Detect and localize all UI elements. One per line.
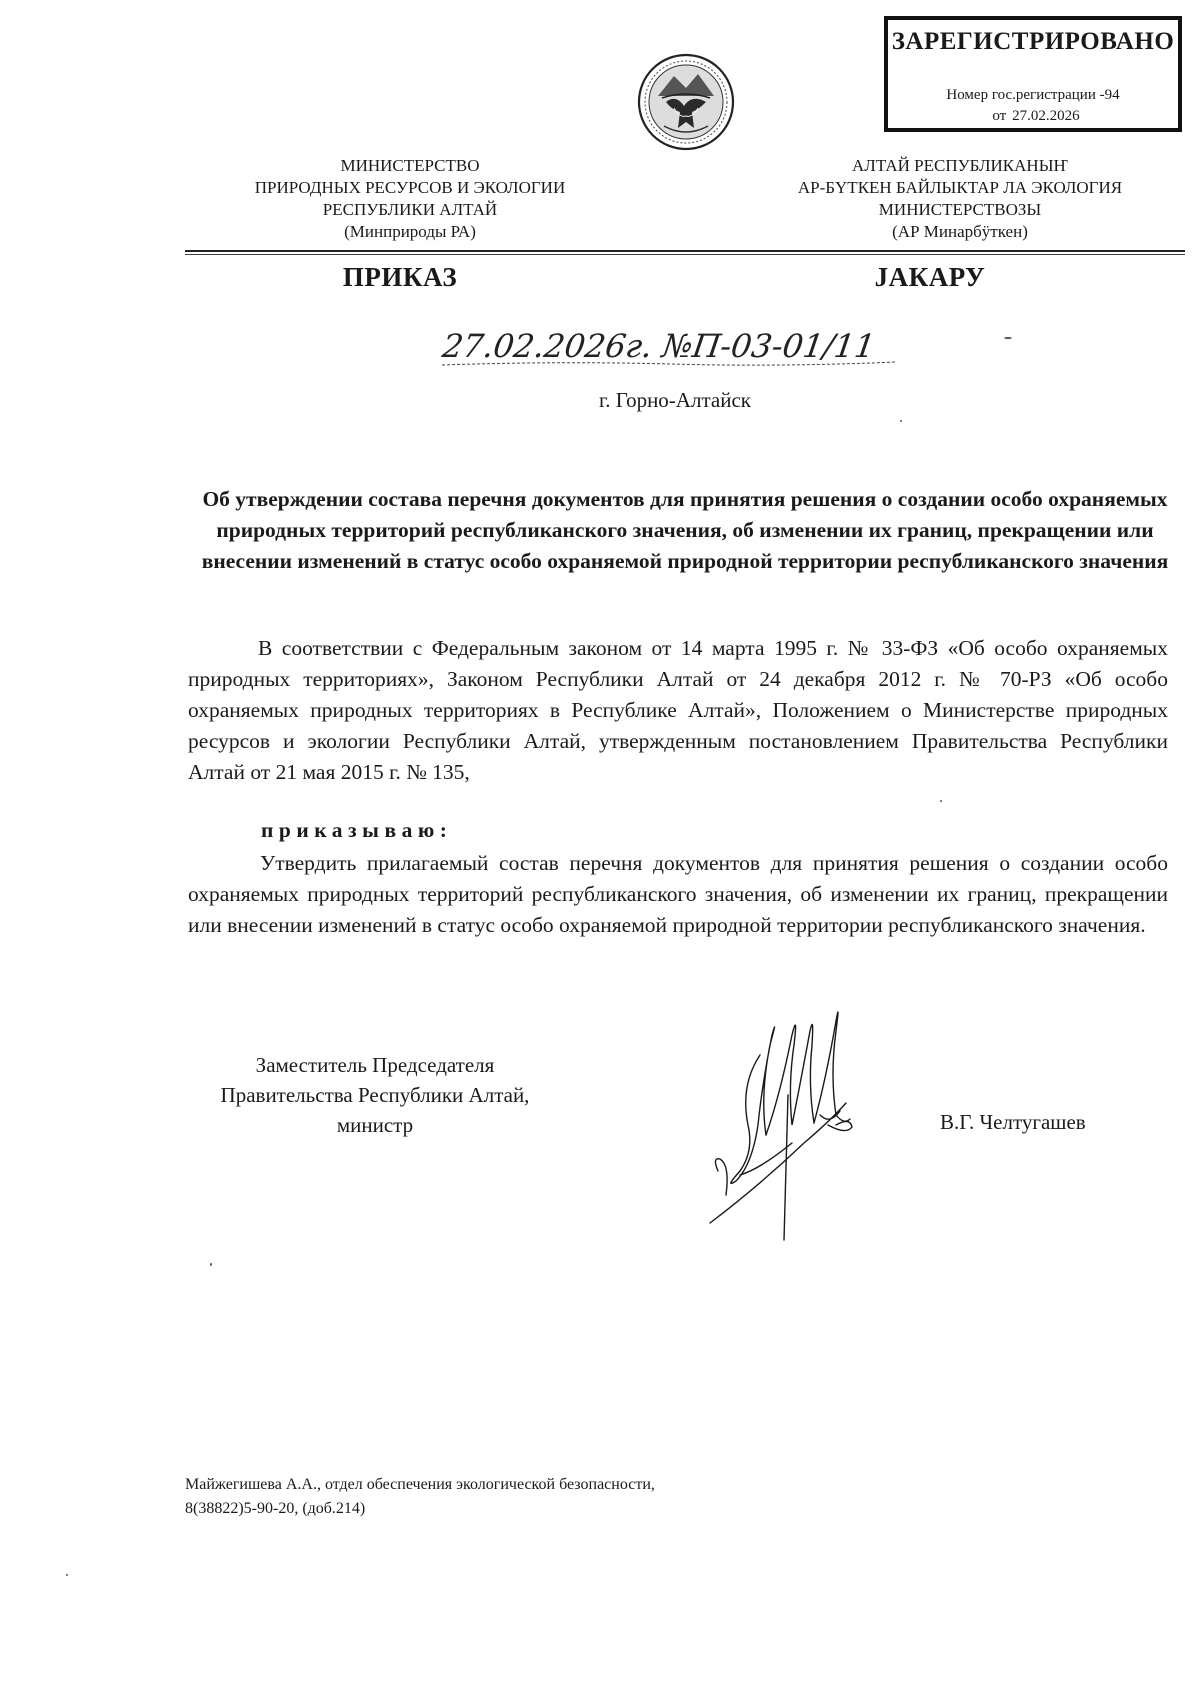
org-ru-line-3: РЕСПУБЛИКИ АЛТАЙ: [322, 200, 498, 219]
org-alt-line-3: МИНИСТЕРСТВОЗЫ: [878, 200, 1042, 219]
preamble-paragraph: В соответствии с Федеральным законом от 14 марта 1995 г. № 33-ФЗ «Об особо охраняемых природных территориях», Законом Республики Алтай от 24 декабря 2012 г. № 70-РЗ «Об особо охраняемых природных территориях в Республике Алтай», Положением о Министерстве природных ресурсов и экологии Республики Алтай, утвержденным постановлением Правительства Республики Алтай от 21 мая 2015 г. № 135,: [188, 636, 1168, 784]
signer-title-line-1: Заместитель Председателя: [255, 1053, 495, 1077]
registration-stamp: [884, 16, 1182, 132]
scan-speck: [900, 420, 902, 422]
org-ru-line-1: МИНИСТЕРСТВО: [340, 156, 480, 175]
org-name-altai: [760, 155, 1160, 243]
header-divider-thin: [185, 254, 1185, 255]
signer-position: [185, 1050, 565, 1140]
stamp-registration-date: [888, 108, 1178, 125]
handwritten-signature: [700, 975, 870, 1245]
org-alt-line-4: (АР Минарбÿткен): [892, 222, 1028, 241]
org-alt-line-1: АЛТАЙ РЕСПУБЛИКАНЫҤ: [852, 156, 1068, 175]
contact-line-1: Майжегишева А.А., отдел обеспечения экологической безопасности,: [185, 1476, 655, 1493]
header-divider: [185, 250, 1185, 252]
handwritten-date-number-text: 27.02.2026г. №П-03-01/11: [440, 327, 878, 365]
order-paragraph: Утвердить прилагаемый состав перечня документов для принятия решения о создании особо охраняемых природных территорий республиканского значения, об изменении их границ, прекращении или внесении изменений в статус особо охраняемой природной территории республиканского значения.: [188, 851, 1168, 937]
org-name-russian: [210, 155, 610, 243]
stamp-title: ЗАРЕГИСТРИРОВАНО: [891, 28, 1175, 55]
org-alt-line-2: АР-БҮТКЕН БАЙЛЫКТАР ЛА ЭКОЛОГИЯ: [797, 178, 1123, 197]
stamp-registration-number: Номер гос.регистрации -94: [946, 87, 1120, 103]
stamp-date-prefix: от: [992, 108, 1007, 124]
contact-footer: [185, 1473, 885, 1521]
doc-type-russian: ПРИКАЗ: [342, 262, 458, 292]
contact-line-2: 8(38822)5-90-20, (доб.214): [185, 1500, 366, 1517]
signer-title-line-2: Правительства Республики Алтай,: [220, 1083, 530, 1107]
org-ru-line-4: (Минприроды РА): [344, 222, 476, 241]
signer-title-line-3: министр: [336, 1113, 414, 1137]
scan-speck: [940, 800, 942, 802]
scan-speck: [1004, 337, 1012, 339]
republic-emblem-icon: [636, 52, 736, 152]
doc-type-altai: JАКАРУ: [874, 262, 986, 292]
scan-speck: [210, 1263, 212, 1266]
org-ru-line-2: ПРИРОДНЫХ РЕСУРСОВ И ЭКОЛОГИИ: [254, 178, 566, 197]
city: г. Горно-Алтайск: [599, 388, 751, 412]
scan-speck: [66, 1574, 68, 1576]
handwritten-date-number: [440, 323, 900, 371]
stamp-date-value: 27.02.2026: [1012, 108, 1080, 124]
document-title: Об утверждении состава перечня документов для принятия решения о создании особо охраняемых природных территорий республиканского значения, об изменении их границ, прекращении или внесении изменений в статус особо охраняемой природной территории республиканского значения: [201, 487, 1169, 573]
order-keyword: приказываю:: [261, 818, 453, 842]
signer-name: В.Г. Челтугашев: [940, 1110, 1086, 1134]
